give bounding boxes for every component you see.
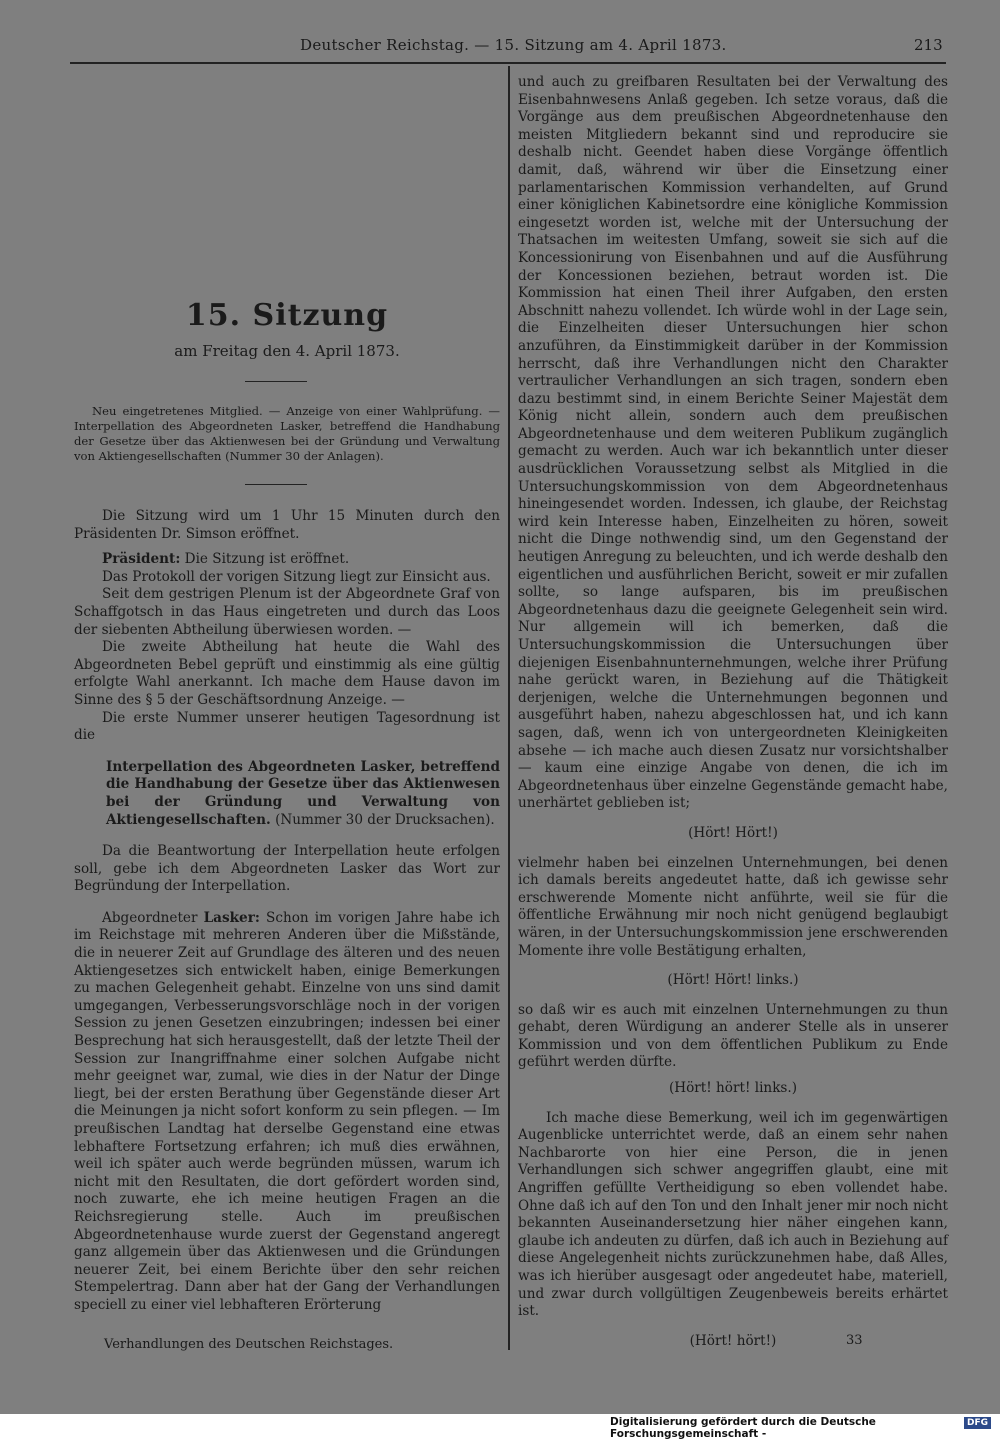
paragraph: Die erste Nummer unserer heutigen Tagesordnung ist die bbox=[74, 709, 500, 744]
paragraph: und auch zu greifbaren Resultaten bei der Verwaltung des Eisenbahnwesens Anlaß gegeben. Ich setze voraus, daß die Vorgänge aus dem preußischen Abgeordnetenhause den meisten Mitgliedern bekannt sind und reproducire sie deshalb nicht. Geendet haben diese Vorgänge öffentlich damit, daß, während wir über die Einsetzung einer parlamentarischen Kommission verhandelten, auf Grund einer königlichen Kabinetsordre eine königliche Kommission eingesetzt worden ist, welche mit der Untersuchung der Thatsachen im weitesten Umfang, soweit sie sich auf die Koncessionirung von Eisenbahnen und auf die Ausführung der Koncessionen beziehen, betraut worden ist. Die Kommission hat einen Theil ihrer Aufgaben, den ersten Abschnitt nahezu vollendet. Ich würde wohl in der Lage sein, die Einzelheiten dieser Untersuchungen hier schon anzuführen, da Einstimmigkeit darüber in der Kommission herrscht, daß ihre Verhandlungen nicht den Charakter vertraulicher Verhandlungen an sich tragen, sondern eben dazu bestimmt sind, in einem Berichte Seiner Majestät dem König nicht allein, sondern auch dem preußischen Abgeordnetenhause und dem weiteren Publikum zugänglich gemacht zu werden. Auch war ich bekanntlich unter dieser ausdrücklichen Voraussetzung selbst als Mitglied in die Untersuchungskommission von dem Abgeordnetenhaus hineingesendet worden. Indessen, ich glaube, der Reichstag wird kein Interesse haben, Einzelheiten zu hören, soweit nicht die Dinge nothwendig sind, um den Gegenstand der heutigen Anregung zu beleuchten, und ich werde deshalb den eigentlichen und ausführlichen Bericht, soweit er mir zufallen sollte, so lange aufsparen, bis im preußischen Abgeordnetenhaus dazu die geeignete Gelegenheit sein wird. Nur allgemein will ich bemerken, daß die Untersuchungskommission die Untersuchungen über diejenigen Eisenbahnunternehmungen, welche ihrer Prüfung nahe gerückt waren, in Beziehung auf die Thätigkeit derjenigen, welche die Unternehmungen begonnen und ausgeführt haben, nahezu abgeschlossen hat, und ich kann sagen, daß, wenn ich von untergeordneten Kleinigkeiten absehe — ich mache auch diesen Zusatz nur vorsichtshalber — kaum eine einzige Angabe von denen, die ich im Abgeordnetenhaus über einzelne Gegenstände gemacht habe, unerhärtet geblieben ist; bbox=[518, 74, 948, 812]
right-column bbox=[518, 74, 948, 1350]
session-date: am Freitag den 4. April 1873. bbox=[174, 342, 400, 360]
column-divider bbox=[508, 66, 510, 1350]
paragraph: Ich mache diese Bemerkung, weil ich im gegenwärtigen Augenblicke unterrichtet werde, daß an einem sehr nahen Nachbarorte von hier eine Person, die in jenen Verhandlungen sich schwer angegriffen glaubt, eine mit Angriffen gefüllte Vertheidigung so eben vollendet habe. Ohne daß ich auf den Ton und den Inhalt jener mir noch nicht bekannten Auseinandersetzung hier näher eingehen kann, glaube ich andeuten zu dürfen, daß ich auch in Beziehung auf diese Angelegenheit nichts zurückzunehmen habe, daß Alles, was ich hierüber ausgesagt oder angedeutet habe, materiell, und zwar durch vollgültigen Zeugenbeweis bereits erhärtet ist. bbox=[518, 1109, 948, 1320]
running-header: Deutscher Reichstag. — 15. Sitzung am 4. April 1873. bbox=[300, 36, 727, 54]
header-rule bbox=[70, 62, 946, 64]
reaction: (Hört! hört! links.) bbox=[668, 1080, 798, 1097]
interpellation-heading bbox=[74, 759, 500, 829]
dfg-logo: DFG bbox=[964, 1417, 991, 1429]
interpellation-title: Interpellation des Abgeordneten Lasker, betreffend die Handhabung der Gesetze über das Aktienwesen bei der Gründung und Verwaltung von Aktiengesellschaften. bbox=[106, 758, 500, 828]
paragraph: Die zweite Abtheilung hat heute die Wahl des Abgeordneten Bebel geprüft und einstimmig als eine gültig erfolgte Wahl anerkannt. Ich mache dem Hause davon im Sinne des § 5 der Geschäftsordnung Anzeige. — bbox=[74, 639, 500, 708]
short-rule bbox=[245, 381, 307, 382]
speaker-label: Präsident: bbox=[102, 551, 181, 568]
publication-footer: Verhandlungen des Deutschen Reichstages. bbox=[104, 1337, 394, 1352]
digitization-credit: Digitalisierung gefördert durch die Deutsche Forschungsgemeinschaft - bbox=[610, 1416, 876, 1440]
session-title: 15. Sitzung bbox=[185, 298, 389, 333]
reaction: (Hört! hört!) bbox=[689, 1332, 777, 1349]
president-statement bbox=[74, 551, 500, 569]
reaction: (Hört! Hört! links.) bbox=[667, 972, 799, 989]
speaker-prefix: Abgeordneter bbox=[102, 909, 204, 926]
interpellation-reference: (Nummer 30 der Drucksachen). bbox=[270, 811, 495, 828]
speech-text: Schon im vorigen Jahre habe ich im Reichstage mit mehreren Anderen über die Mißstände, die in neuerer Zeit auf Grundlage des älteren und des neuen Aktiengesetzes sich entwickelt haben, einige Bemerkungen zu machen Gelegenheit gehabt. Einzelne von uns sind damit umgegangen, Verbesserungsvorschläge noch in der vorigen Session zu jenen Gesetzen einzubringen; indessen bei einer Besprechung hat sich herausgestellt, daß der letzte Theil der Session zur Inangriffnahme einer solchen Aufgabe nicht mehr geeignet war, zumal, wie dies in der Natur der Dinge liegt, bei der ersten Berathung über Gegenstände dieser Art die Meinungen ja nicht sofort konform zu sein pflegen. — Im preußischen Landtag hat derselbe Gegenstand eine etwas lebhaftere Fortsetzung erfahren; ich muß dies erwähnen, weil ich später auch werde begründen müssen, warum ich nicht mit den Resultaten, die dort gefördert worden sind, noch zuwarte, ehe ich meine heutigen Fragen an die Reichsregierung stelle. Auch im preußischen Abgeordnetenhause wurde zuerst der Gegenstand angeregt ganz allgemein über das Aktienwesen und die Gründungen neuerer Zeit, bei einem Berichte über den sehr reichen Stempelertrag. Dann aber hat der Gang der Verhandlungen speciell zu einer viel lebhafteren Erörterung bbox=[74, 909, 501, 1313]
signature-number: 33 bbox=[846, 1333, 863, 1348]
paragraph: vielmehr haben bei einzelnen Unternehmungen, bei denen ich damals bereits angedeutet hatte, daß ich gewisse sehr erschwerende Momente nicht anführte, weil sie für die öffentliche Erwähnung mir noch nicht genügend beglaubigt wären, in der Untersuchungskommission jene erschwerenden Momente ihre volle Bestätigung erhalten, bbox=[518, 854, 948, 959]
lasker-speech bbox=[74, 910, 500, 1315]
paragraph: Das Protokoll der vorigen Sitzung liegt zur Einsicht aus. bbox=[102, 568, 491, 585]
paragraph: so daß wir es auch mit einzelnen Unternehmungen zu thun gehabt, deren Würdigung an anderer Stelle als in unserer Kommission und von dem öffentlichen Publikum zu Ende geführt werden dürfte. bbox=[518, 1001, 948, 1071]
left-column bbox=[74, 508, 500, 1315]
reaction: (Hört! Hört!) bbox=[688, 824, 778, 841]
paragraph: Seit dem gestrigen Plenum ist der Abgeordnete Graf von Schaffgotsch in das Haus eingetreten und durch das Loos der siebenten Abtheilung überwiesen worden. — bbox=[74, 586, 500, 638]
page-number: 213 bbox=[914, 36, 943, 54]
paragraph: Da die Beantwortung der Interpellation heute erfolgen soll, gebe ich dem Abgeordneten Lasker das Wort zur Begründung der Interpellation. bbox=[74, 843, 500, 895]
opening-paragraph: Die Sitzung wird um 1 Uhr 15 Minuten durch den Präsidenten Dr. Simson eröffnet. bbox=[74, 508, 500, 542]
speaker-label: Lasker: bbox=[203, 909, 260, 926]
speech-text: Die Sitzung ist eröffnet. bbox=[180, 551, 350, 568]
short-rule bbox=[245, 484, 307, 485]
agenda-summary: Neu eingetretenes Mitglied. — Anzeige von einer Wahlprüfung. — Interpellation des Abgeordneten Lasker, betreffend die Handhabung der Gesetze über das Aktienwesen bei der Gründung und Verwaltung von Aktiengesellschaften (Nummer 30 der Anlagen). bbox=[74, 404, 500, 463]
